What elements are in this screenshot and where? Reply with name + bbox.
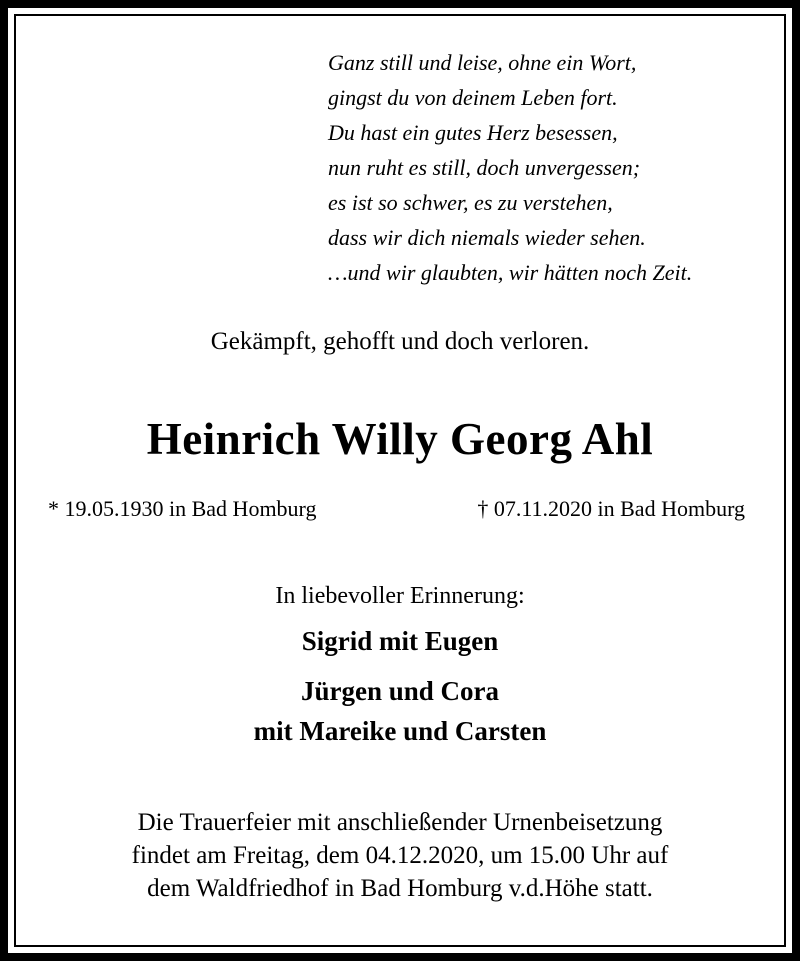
memory-heading: In liebevoller Erinnerung: xyxy=(275,583,525,609)
poem-line: dass wir dich niemals wieder sehen. xyxy=(328,225,646,250)
service-line: dem Waldfriedhof in Bad Homburg v.d.Höhe statt. xyxy=(147,875,653,902)
poem xyxy=(328,45,692,290)
poem-line: nun ruht es still, doch unvergessen; xyxy=(328,155,641,180)
poem-line: Ganz still und leise, ohne ein Wort, xyxy=(328,50,637,75)
service-notice xyxy=(0,806,800,905)
poem-line: es ist so schwer, es zu verstehen, xyxy=(328,190,613,215)
service-line: findet am Freitag, dem 04.12.2020, um 15.00 Uhr auf xyxy=(131,842,669,869)
death-date: † 07.11.2020 in Bad Homburg xyxy=(477,496,745,521)
poem-line: …und wir glaubten, wir hätten noch Zeit. xyxy=(328,260,693,285)
mourner: mit Mareike und Carsten xyxy=(253,716,547,746)
birth-date: * 19.05.1930 in Bad Homburg xyxy=(48,496,317,521)
service-line: Die Trauerfeier mit anschließender Urnenbeisetzung xyxy=(137,809,663,836)
motto: Gekämpft, gehofft und doch verloren. xyxy=(210,328,590,355)
mourner: Jürgen und Cora xyxy=(300,676,500,706)
mourners-list xyxy=(0,621,800,751)
deceased-name: Heinrich Willy Georg Ahl xyxy=(146,414,654,464)
poem-line: gingst du von deinem Leben fort. xyxy=(328,85,618,110)
mourner: Sigrid mit Eugen xyxy=(301,626,499,656)
poem-line: Du hast ein gutes Herz besessen, xyxy=(328,120,618,145)
